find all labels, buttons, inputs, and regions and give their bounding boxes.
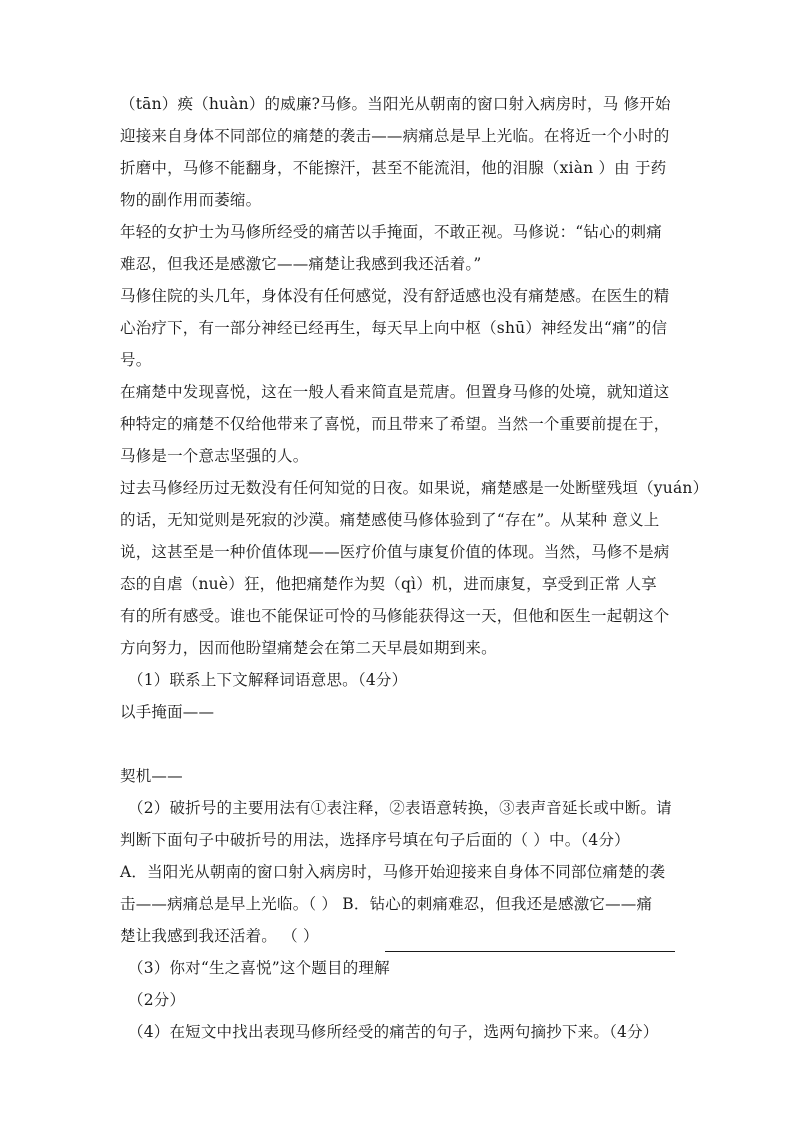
passage-line: 态的自虐（nuè）狂，他把痛楚作为契（qì）机，进而康复，享受到正常 人享 bbox=[120, 575, 657, 593]
passage-line: 折磨中，马修不能翻身，不能擦汗，甚至不能流泪，他的泪腺（xiàn ）由 于药 bbox=[120, 159, 667, 177]
passage-line: 方向努力，因而他盼望痛楚会在第二天早晨如期到来。 bbox=[120, 639, 497, 657]
question-2-line: 判断下面句子中破折号的用法，选择序号填在句子后面的（ ）中。（4分） bbox=[120, 831, 630, 849]
passage-line: 说，这甚至是一种价值体现——医疗价值与康复价值的体现。当然，马修不是病 bbox=[120, 543, 670, 561]
passage-line: 马修住院的头几年，身体没有任何感觉，没有舒适感也没有痛楚感。在医生的精 bbox=[120, 287, 670, 305]
passage-line: 过去马修经历过无数没有任何知觉的日夜。如果说，痛楚感是一处断壁残垣（yuán） bbox=[120, 479, 709, 497]
passage-line: （tān）痪（huàn）的威廉?马修。当阳光从朝南的窗口射入病房时，马 修开始 bbox=[120, 95, 671, 113]
question-2-option-a: A．当阳光从朝南的窗口射入病房时，马修开始迎接来自身体不同部位痛楚的袭 bbox=[120, 863, 666, 881]
question-3-points: （2分） bbox=[128, 991, 186, 1009]
question-1: （1）联系上下文解释词语意思。（4分） bbox=[128, 671, 408, 689]
passage-line: 年轻的女护士为马修所经受的痛苦以手掩面，不敢正视。马修说：“钻心的刺痛 bbox=[120, 223, 662, 241]
question-3: （3）你对“生之喜悦”这个题目的理解 bbox=[128, 959, 390, 977]
question-4: （4）在短文中找出表现马修所经受的痛苦的句子，选两句摘抄下来。（4分） bbox=[128, 1023, 659, 1041]
answer-blank-line bbox=[385, 951, 675, 952]
passage-line: 迎接来自身体不同部位的痛楚的袭击——病痛总是早上光临。在将近一个小时的 bbox=[120, 127, 670, 145]
question-2-option-line: 楚让我感到我还活着。 （ ） bbox=[120, 927, 319, 945]
passage-line: 心治疗下，有一部分神经已经再生，每天早上向中枢（shū）神经发出“痛”的信 bbox=[120, 319, 668, 337]
passage-line: 有的所有感受。谁也不能保证可怜的马修能获得这一天，但他和医生一起朝这个 bbox=[120, 607, 670, 625]
passage-line: 物的副作用而萎缩。 bbox=[120, 191, 262, 209]
passage-line: 的话，无知觉则是死寂的沙漠。痛楚感使马修体验到了“存在”。从某种 意义上 bbox=[120, 511, 660, 529]
passage-line: 在痛楚中发现喜悦，这在一般人看来简直是荒唐。但置身马修的处境，就知道这 bbox=[120, 383, 670, 401]
passage-line: 难忍，但我还是感激它——痛楚让我感到我还活着。” bbox=[120, 255, 482, 273]
passage-line: 种特定的痛楚不仅给他带来了喜悦，而且带来了希望。当然一个重要前提在于， bbox=[120, 415, 670, 433]
question-2-option-line: 击——病痛总是早上光临。（ ） B．钻心的刺痛难忍，但我还是感激它——痛 bbox=[120, 895, 653, 913]
answer-prompt-qiji: 契机—— bbox=[120, 767, 183, 785]
answer-prompt-yishouyanmian: 以手掩面—— bbox=[120, 703, 215, 721]
passage-line: 号。 bbox=[120, 351, 152, 369]
passage-line: 马修是一个意志坚强的人。 bbox=[120, 447, 309, 465]
question-2: （2）破折号的主要用法有①表注释，②表语意转换，③表声音延长或中断。请 bbox=[128, 799, 672, 817]
